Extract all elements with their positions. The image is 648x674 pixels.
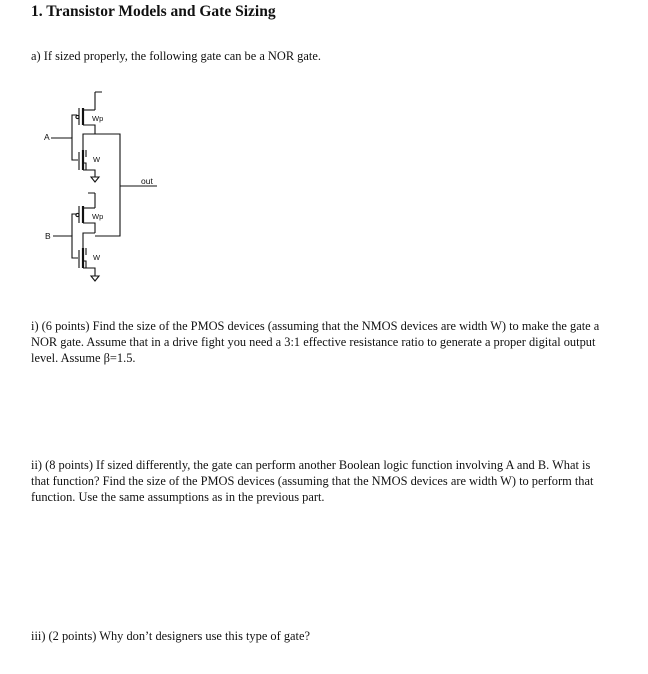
stage-b [45,193,103,281]
stage-a [44,92,103,182]
nmos-transistor-a [79,134,101,177]
output-label: out [141,176,153,186]
part-a-text: a) If sized properly, the following gate can be a NOR gate. [31,49,321,63]
supply-icon [95,92,102,110]
supply-icon [88,193,95,208]
input-a-wire [51,138,78,160]
ground-icon [91,177,99,182]
part-ii-text: ii) (8 points) If sized differently, the gate can perform another Boolean logic function involving A and B. What is that function? Find the size of the PMOS devices (assuming that the NMOS devices are width W) to perform that function. Use the same assumptions as in the previous part. [31,458,594,504]
problem-title: 1. Transistor Models and Gate Sizing [31,3,276,20]
input-b-label: B [45,231,51,241]
circuit-diagram [40,88,180,288]
nmos-a-width-label: W [93,155,101,164]
pmos-a-width-label: Wp [92,114,104,123]
part-i-text: i) (6 points) Find the size of the PMOS devices (assuming that the NMOS devices are width W) to make the gate a NOR gate. Assume that in a drive fight you need a 3:1 effective resistance ratio to generate a proper digital output level. Assume β=1.5. [31,319,600,365]
pmos-transistor-b [72,206,103,236]
input-a-label: A [44,132,50,142]
part-iii-text: iii) (2 points) Why don’t designers use this type of gate? [31,629,310,643]
pmos-b-width-label: Wp [92,212,104,221]
ground-icon [91,276,99,281]
input-b-wire [53,236,78,258]
nmos-b-width-label: W [93,253,101,262]
nmos-transistor-b [79,233,101,276]
